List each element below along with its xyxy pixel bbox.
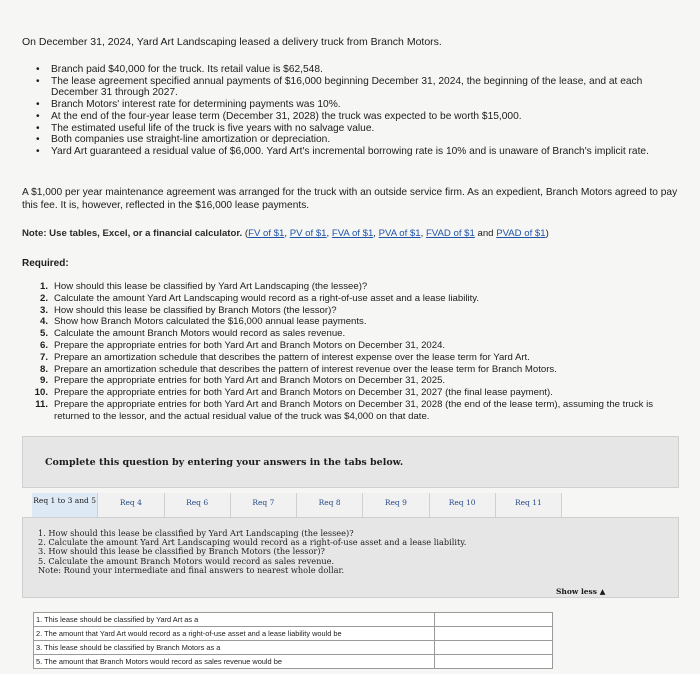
- required-heading: Required:: [22, 258, 69, 269]
- tab-req-4[interactable]: Req 4: [98, 493, 164, 517]
- list-item: • At the end of the four-year lease term (December 31, 2028) the truck was expected to be worth $15,000.: [36, 110, 522, 122]
- facts-list: [36, 64, 686, 158]
- classification-lessee-input[interactable]: [435, 613, 552, 626]
- list-item: 4. Show how Branch Motors calculated the $16,000 annual lease payments.: [39, 316, 367, 328]
- list-item: 6. Prepare the appropriate entries for both Yard Art and Branch Motors on December 31, 2024.: [39, 339, 446, 351]
- list-item: • Yard Art guaranteed a residual value of $6,000. Yard Art's incremental borrowing rate is 10% and is unaware of Branch's implicit rate.: [36, 145, 649, 157]
- bullet-icon: •: [36, 122, 40, 134]
- bullet-icon: •: [36, 75, 40, 87]
- panel-title: Complete this question by entering your answers in the tabs below.: [45, 457, 404, 468]
- tab-req-8[interactable]: Req 8: [297, 493, 363, 517]
- table-row: 2. The amount that Yard Art would record as a right-of-use asset and a lease liability would be: [34, 627, 553, 641]
- list-item: 10. Prepare the appropriate entries for both Yard Art and Branch Motors on December 31, 2027 (the final lease payment).: [34, 387, 553, 399]
- link-pvad[interactable]: PVAD of $1: [496, 228, 546, 239]
- tab-req-10[interactable]: Req 10: [430, 493, 496, 517]
- tab-req-11[interactable]: Req 11: [496, 493, 562, 517]
- list-item: • The lease agreement specified annual payments of $16,000 beginning December 31, 2024, the beginning of the lease, and at each December 31 through 2027.: [36, 75, 643, 99]
- list-item: 8. Prepare an amortization schedule that describes the pattern of interest revenue over the lease term for Branch Motors.: [39, 363, 557, 375]
- table-row: 3. This lease should be classified by Branch Motors as a: [34, 641, 553, 655]
- tab-req-1-3-5[interactable]: Req 1 to 3 and 5: [32, 493, 98, 517]
- table-row: 5. The amount that Branch Motors would record as sales revenue would be: [34, 655, 553, 669]
- requirement-tabs: [32, 493, 562, 517]
- instructions-panel: [22, 436, 679, 488]
- list-item: 7. Prepare an amortization schedule that describes the pattern of interest expense over the lease term for Yard Art.: [39, 351, 530, 363]
- sales-revenue-input[interactable]: [435, 655, 552, 668]
- list-item: • Branch paid $40,000 for the truck. Its retail value is $62,548.: [36, 64, 323, 75]
- list-item: 2. Calculate the amount Yard Art Landscaping would record as a right-of-use asset and a lease liability.: [39, 292, 480, 304]
- intro-text: On December 31, 2024, Yard Art Landscaping leased a delivery truck from Branch Motors.: [22, 36, 442, 48]
- list-item: 3. How should this lease be classified by Branch Motors (the lessor)?: [39, 304, 337, 316]
- classification-lessor-input[interactable]: [435, 641, 552, 654]
- bullet-icon: •: [36, 64, 40, 75]
- link-fva[interactable]: FVA of $1: [331, 228, 374, 239]
- bullet-icon: •: [36, 110, 40, 122]
- bullet-icon: •: [36, 134, 40, 146]
- answer-table: [33, 612, 553, 669]
- list-item: 1. How should this lease be classified by Yard Art Landscaping (the lessee)?: [39, 281, 368, 292]
- list-item: • The estimated useful life of the truck is five years with no salvage value.: [36, 122, 375, 134]
- link-fvad[interactable]: FVAD of $1: [425, 228, 475, 239]
- tab-req-6[interactable]: Req 6: [165, 493, 231, 517]
- tab-req-9[interactable]: Req 9: [363, 493, 429, 517]
- tab-content-panel: [22, 517, 679, 598]
- list-item: • Branch Motors' interest rate for determining payments was 10%.: [36, 99, 341, 111]
- table-row: 1. This lease should be classified by Yard Art as a: [34, 613, 553, 627]
- link-pv[interactable]: PV of $1: [289, 228, 327, 239]
- show-less-button[interactable]: Show less ▲: [556, 587, 606, 596]
- note-label: Note: Use tables, Excel, or a financial calculator.: [22, 228, 243, 239]
- link-fv[interactable]: FV of $1: [248, 228, 285, 239]
- list-item: 5. Calculate the amount Branch Motors would record as sales revenue.: [39, 328, 346, 340]
- bullet-icon: •: [36, 145, 40, 157]
- maintenance-paragraph: A $1,000 per year maintenance agreement was arranged for the truck with an outside service firm. As an expedient, Branch Motors agreed to pay this fee. It is, however, reflected in the $16,000 lease payments.: [22, 187, 678, 211]
- link-pva[interactable]: PVA of $1: [378, 228, 421, 239]
- list-item: 11. Prepare the appropriate entries for both Yard Art and Branch Motors on December 31, 2028 (the end of the lease term), assuming the truck is returned to the lessor, and the actual residual value of the truck was $4,000 on that date.: [35, 398, 654, 422]
- tab-req-7[interactable]: Req 7: [231, 493, 297, 517]
- bullet-icon: •: [36, 99, 40, 111]
- rou-asset-amount-input[interactable]: [435, 627, 552, 640]
- requirements-list: [36, 281, 686, 423]
- list-item: 9. Prepare the appropriate entries for both Yard Art and Branch Motors on December 31, 2025.: [39, 375, 446, 387]
- tab-questions: 1. How should this lease be classified by Yard Art Landscaping (the lessee)? 2. Calculate the amount Yard Art Landscaping would record as a right-of-use asset and a lease liability. 3. How should this lease be classified by Branch Motors (the lessor)? 5. Calculate the amount Branch Motors would record as sales revenue. Note: Round your intermediate and final answers to nearest whole dollar.: [38, 528, 467, 575]
- list-item: • Both companies use straight-line amortization or depreciation.: [36, 134, 331, 146]
- note-line: Note: Use tables, Excel, or a financial calculator. (FV of $1, PV of $1, FVA of $1, PVA of $1, FVAD of $1 and PVAD of $1): [22, 228, 549, 239]
